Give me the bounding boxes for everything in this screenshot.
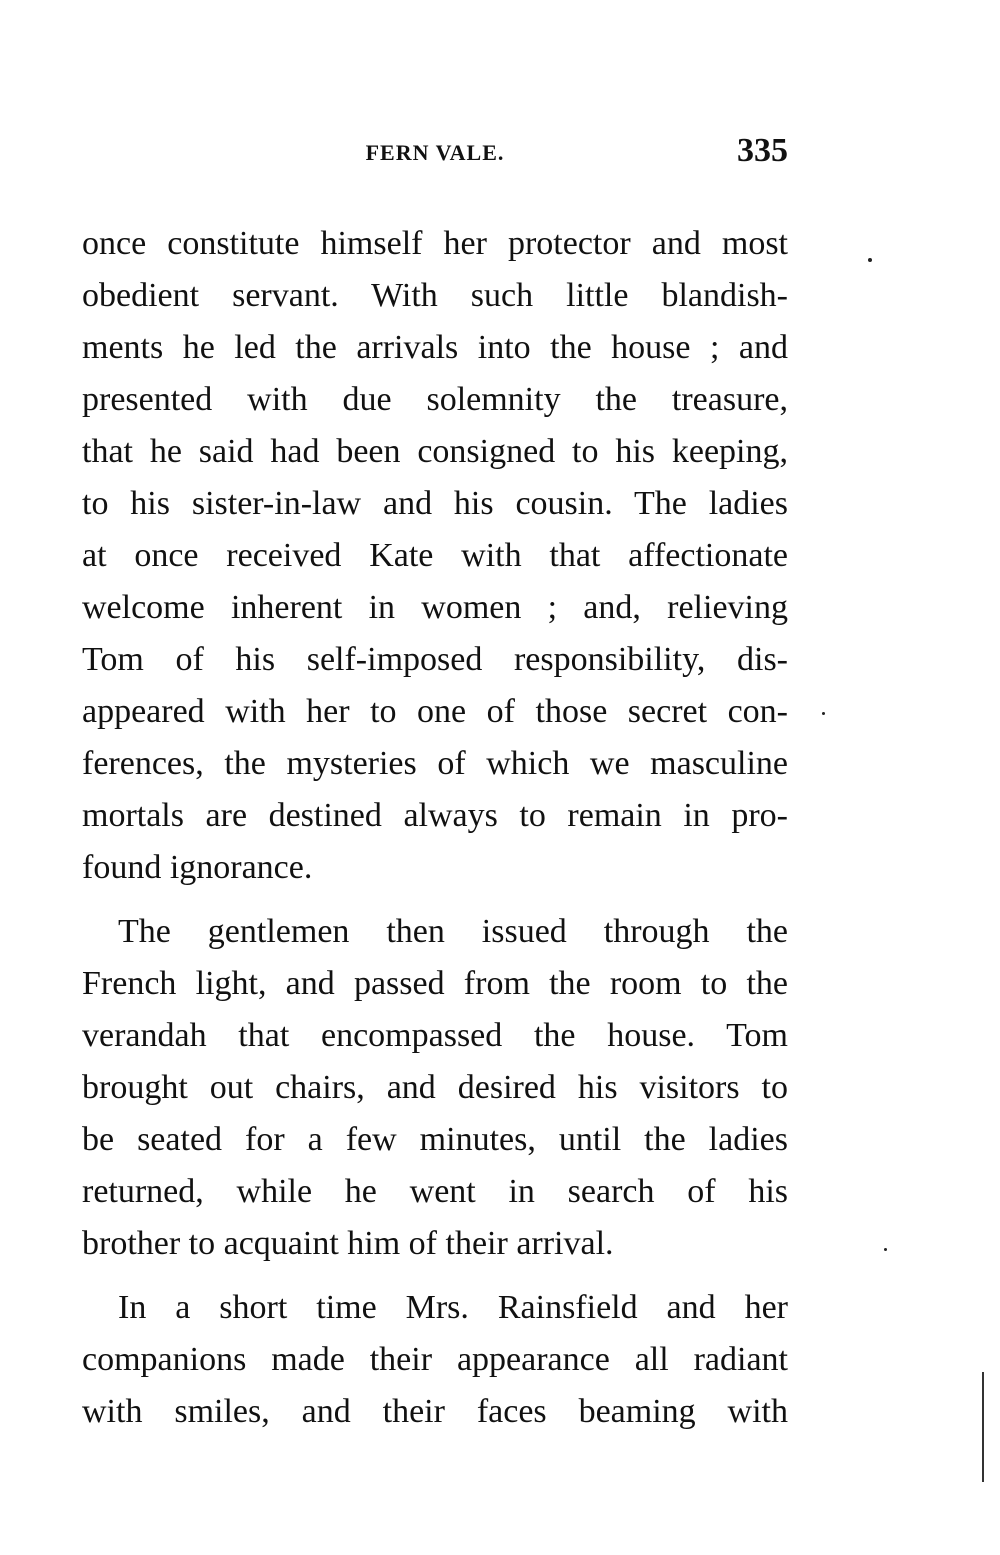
text-line: found ignorance. (82, 849, 313, 886)
body-text (82, 218, 788, 1438)
text-line: with smiles, and their faces beaming with (82, 1393, 788, 1430)
text-line: presented with due solemnity the treasure, (82, 381, 788, 418)
text-line: In a short time Mrs. Rainsfield and her (118, 1289, 788, 1326)
text-line: French light, and passed from the room to the (82, 965, 788, 1002)
text-line: ferences, the mysteries of which we masculine (82, 745, 788, 782)
paragraph-1 (82, 218, 788, 894)
text-line: that he said had been consigned to his keeping, (82, 433, 788, 470)
text-line: brought out chairs, and desired his visitors to (82, 1069, 788, 1106)
text-line: welcome inherent in women ; and, relieving (82, 589, 788, 626)
text-line: ments he led the arrivals into the house ; and (82, 329, 788, 366)
scan-edge-mark (982, 1372, 984, 1482)
scan-speck (884, 1248, 887, 1251)
text-line: be seated for a few minutes, until the ladies (82, 1121, 788, 1158)
scan-speck (822, 712, 825, 715)
text-line: appeared with her to one of those secret con- (82, 693, 788, 730)
paragraph-2 (82, 906, 788, 1270)
text-line: The gentlemen then issued through the (118, 913, 788, 950)
scan-speck (868, 258, 872, 262)
text-line: mortals are destined always to remain in pro- (82, 797, 788, 834)
text-line: returned, while he went in search of his (82, 1173, 788, 1210)
running-title: FERN VALE. (365, 140, 505, 165)
paragraph-3 (82, 1282, 788, 1438)
text-line: once constitute himself her protector and most (82, 225, 788, 262)
text-line: obedient servant. With such little blandish- (82, 277, 788, 314)
text-line: companions made their appearance all radiant (82, 1341, 788, 1378)
text-line: verandah that encompassed the house. Tom (82, 1017, 788, 1054)
text-line: brother to acquaint him of their arrival. (82, 1225, 614, 1262)
text-line: Tom of his self-imposed responsibility, dis- (82, 641, 788, 678)
text-line: to his sister-in-law and his cousin. The ladies (82, 485, 788, 522)
page-number: 335 (737, 132, 788, 169)
running-head (82, 132, 788, 172)
text-line: at once received Kate with that affectionate (82, 537, 788, 574)
